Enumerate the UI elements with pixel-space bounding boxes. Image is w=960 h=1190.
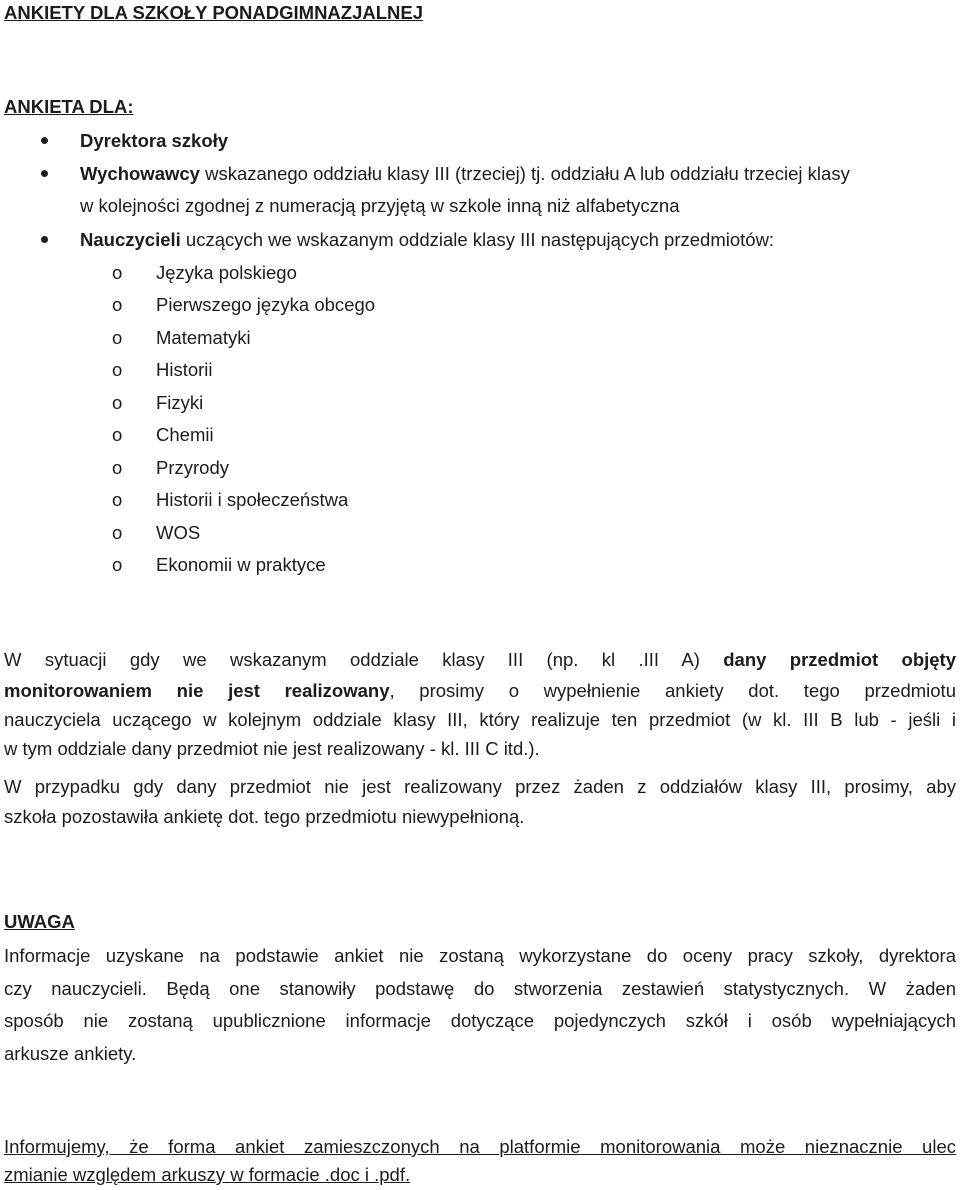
paragraph1-line2	[4, 680, 956, 702]
sub-bullet-icon: o	[112, 359, 123, 380]
subject-item: Ekonomii w praktyce	[156, 554, 326, 575]
paragraph1-bold: monitorowaniem nie jest realizowany	[4, 680, 390, 701]
subject-item: Chemii	[156, 424, 214, 445]
notice-line4: arkusze ankiety.	[4, 1043, 137, 1064]
subject-item: Języka polskiego	[156, 262, 297, 283]
paragraph1-text: W sytuacji gdy we wskazanym oddziale klasy III (np. kl .III A)	[4, 649, 724, 670]
bullet-icon	[41, 236, 48, 243]
subject-item: WOS	[156, 522, 201, 543]
audience-item-rest: wskazanego oddziału klasy III (trzeciej) tj. oddziału A lub oddziału trzeciej klasy	[199, 163, 850, 184]
document-title: ANKIETY DLA SZKOŁY PONADGIMNAZJALNEJ	[4, 2, 424, 23]
notice-line2: czy nauczycieli. Będą one stanowiły podstawę do stworzenia zestawień statystycznych. W żaden	[4, 978, 956, 999]
notice-line1: Informacje uzyskane na podstawie ankiet nie zostaną wykorzystane do oceny pracy szkoły, dyrektora	[4, 945, 956, 966]
audience-item-continuation: w kolejności zgodnej z numeracją przyjętą w szkole inną niż alfabetyczna	[80, 195, 680, 216]
subject-item: Historii i społeczeństwa	[156, 489, 349, 510]
notice-heading: UWAGA	[4, 911, 75, 932]
audience-item-bold: Dyrektora szkoły	[80, 130, 229, 151]
sub-bullet-icon: o	[112, 392, 123, 413]
subject-item: Historii	[156, 359, 213, 380]
audience-item-director	[80, 130, 228, 152]
paragraph1-bold: dany przedmiot objęty	[723, 649, 957, 670]
subject-item: Pierwszego języka obcego	[156, 294, 376, 315]
paragraph1-line3: nauczyciela uczącego w kolejnym oddziale klasy III, który realizuje ten przedmiot (w kl. III B lub - jeśli i	[4, 709, 956, 730]
notice-line3: sposób nie zostaną upublicznione informacje dotyczące pojedynczych szkół i osób wypełniających	[4, 1010, 956, 1031]
audience-heading: ANKIETA DLA:	[4, 96, 134, 117]
paragraph2-line1: W przypadku gdy dany przedmiot nie jest realizowany przez żaden z oddziałów klasy III, prosimy, aby	[4, 776, 956, 797]
audience-item-bold: Wychowawcy	[80, 163, 200, 184]
sub-bullet-icon: o	[112, 489, 123, 510]
paragraph2-line2: szkoła pozostawiła ankietę dot. tego przedmiotu niewypełnioną.	[4, 806, 525, 827]
sub-bullet-icon: o	[112, 294, 123, 315]
subject-item: Fizyki	[156, 392, 204, 413]
paragraph1-line1	[4, 649, 956, 671]
subject-item: Matematyki	[156, 327, 251, 348]
footer-line1: Informujemy, że forma ankiet zamieszczonych na platformie monitorowania może nieznacznie ulec	[4, 1136, 956, 1157]
audience-item-homeroom	[80, 163, 850, 185]
paragraph1-text: , prosimy o wypełnienie ankiety dot. tego przedmiotu	[389, 680, 956, 701]
paragraph1-line4: w tym oddziale dany przedmiot nie jest realizowany - kl. III C itd.).	[4, 738, 540, 759]
subject-item: Przyrody	[156, 457, 229, 478]
sub-bullet-icon: o	[112, 327, 123, 348]
bullet-icon	[41, 137, 48, 144]
sub-bullet-icon: o	[112, 554, 123, 575]
sub-bullet-icon: o	[112, 522, 123, 543]
sub-bullet-icon: o	[112, 424, 123, 445]
audience-item-teachers	[80, 229, 774, 251]
audience-item-bold: Nauczycieli	[80, 229, 181, 250]
audience-item-rest: uczących we wskazanym oddziale klasy III następujących przedmiotów:	[180, 229, 775, 250]
sub-bullet-icon: o	[112, 262, 123, 283]
footer-line2: zmianie względem arkuszy w formacie .doc i .pdf.	[4, 1164, 411, 1185]
bullet-icon	[41, 170, 48, 177]
sub-bullet-icon: o	[112, 457, 123, 478]
